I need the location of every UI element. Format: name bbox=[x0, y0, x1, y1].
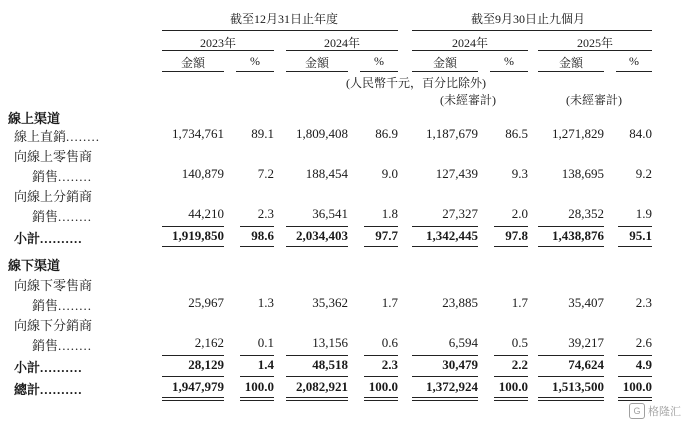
amount-cell: 140,879 bbox=[181, 166, 224, 181]
amount-header-2: 金額 bbox=[304, 56, 329, 70]
subtotal-rule bbox=[162, 355, 224, 356]
percent-cell: 0.5 bbox=[511, 335, 528, 350]
row-label bbox=[32, 206, 92, 225]
row-label-text: 向線上零售商 bbox=[14, 149, 93, 164]
amount-cell: 188,454 bbox=[305, 166, 348, 181]
row-label-text: 向線下分銷商 bbox=[14, 318, 93, 333]
amount-cell: 1,513,500 bbox=[552, 379, 604, 394]
period-9m-header: 截至9月30日止九個月 bbox=[471, 12, 586, 26]
row-leader-dots: ........ bbox=[66, 129, 101, 144]
row-label bbox=[32, 166, 92, 185]
row-leader-dots: .......... bbox=[40, 360, 83, 375]
pct-header-2: % bbox=[374, 54, 384, 68]
subtotal-rule bbox=[412, 355, 478, 356]
percent-cell: 2.3 bbox=[257, 206, 274, 221]
row-label-text: 線上直銷 bbox=[14, 129, 67, 144]
amount-cell: 2,034,403 bbox=[296, 228, 348, 243]
subtotal-rule bbox=[162, 226, 224, 227]
row-label bbox=[14, 228, 83, 247]
percent-cell: 1.8 bbox=[381, 206, 398, 221]
row-label bbox=[32, 295, 92, 314]
percent-cell: 9.3 bbox=[511, 166, 528, 181]
percent-cell: 9.2 bbox=[635, 166, 652, 181]
subhdr-underline-1 bbox=[162, 71, 224, 72]
amount-cell: 35,362 bbox=[312, 295, 348, 310]
percent-cell: 2.6 bbox=[635, 335, 652, 350]
subtotal-rule bbox=[412, 376, 478, 377]
subtotal-rule bbox=[240, 226, 274, 227]
total-rule bbox=[240, 397, 274, 398]
year-underline-1 bbox=[162, 50, 274, 51]
amount-cell: 1,271,829 bbox=[552, 126, 604, 141]
unaudited-note-2: (未經審計) bbox=[566, 93, 622, 107]
percent-cell: 1.3 bbox=[257, 295, 274, 310]
subtotal-rule bbox=[240, 376, 274, 377]
percent-cell: 1.9 bbox=[635, 206, 652, 221]
percent-cell: 86.9 bbox=[375, 126, 398, 141]
total-rule bbox=[538, 397, 604, 398]
amount-cell: 1,919,850 bbox=[172, 228, 224, 243]
row-leader-dots: ........ bbox=[58, 298, 93, 313]
amount-cell: 1,809,408 bbox=[296, 126, 348, 141]
row-label-text: 小計 bbox=[14, 231, 41, 246]
subtotal-rule bbox=[538, 226, 604, 227]
total-rule bbox=[412, 397, 478, 398]
period-year-underline bbox=[162, 30, 398, 31]
amount-cell: 28,352 bbox=[568, 206, 604, 221]
percent-cell: 4.9 bbox=[635, 357, 652, 372]
amount-header-4: 金額 bbox=[558, 56, 583, 70]
row-label-text: 小計 bbox=[14, 360, 41, 375]
row-leader-dots: .......... bbox=[40, 382, 83, 397]
row-label-text: 向線上分銷商 bbox=[14, 189, 93, 204]
amount-cell: 13,156 bbox=[312, 335, 348, 350]
row-label bbox=[32, 335, 92, 354]
subtotal-rule bbox=[412, 226, 478, 227]
total-rule bbox=[412, 400, 478, 401]
subtotal-rule bbox=[618, 355, 652, 356]
subtotal-rule bbox=[538, 376, 604, 377]
percent-cell: 97.8 bbox=[505, 228, 528, 243]
row-label-text: 銷售 bbox=[32, 298, 59, 313]
amount-cell: 138,695 bbox=[561, 166, 604, 181]
subtotal-rule bbox=[412, 246, 478, 247]
subtotal-rule bbox=[494, 226, 528, 227]
amount-cell: 27,327 bbox=[442, 206, 478, 221]
subtotal-rule bbox=[364, 226, 398, 227]
amount-cell: 1,372,924 bbox=[426, 379, 478, 394]
percent-cell: 2.3 bbox=[635, 295, 652, 310]
subtotal-rule bbox=[538, 355, 604, 356]
amount-cell: 1,342,445 bbox=[426, 228, 478, 243]
subtotal-rule bbox=[286, 246, 348, 247]
total-rule bbox=[538, 400, 604, 401]
section-offline: 線下渠道 bbox=[8, 258, 61, 273]
amount-cell: 39,217 bbox=[568, 335, 604, 350]
subhdr-underline-6 bbox=[490, 71, 528, 72]
subtotal-rule bbox=[494, 355, 528, 356]
amount-header-3: 金額 bbox=[432, 56, 457, 70]
row-label-text: 向線下零售商 bbox=[14, 278, 93, 293]
percent-cell: 0.6 bbox=[381, 335, 398, 350]
total-rule bbox=[162, 400, 224, 401]
watermark-text: 格隆汇 bbox=[648, 406, 681, 418]
subtotal-rule bbox=[240, 246, 274, 247]
percent-cell: 97.7 bbox=[375, 228, 398, 243]
row-leader-dots: ........ bbox=[58, 169, 93, 184]
amount-cell: 23,885 bbox=[442, 295, 478, 310]
pct-header-4: % bbox=[629, 54, 639, 68]
pct-header-1: % bbox=[250, 54, 260, 68]
row-label bbox=[14, 146, 92, 165]
subtotal-rule bbox=[494, 376, 528, 377]
percent-cell: 0.1 bbox=[257, 335, 274, 350]
subhdr-underline-5 bbox=[412, 71, 478, 72]
amount-cell: 36,541 bbox=[312, 206, 348, 221]
year-underline-3 bbox=[412, 50, 528, 51]
total-rule bbox=[618, 397, 652, 398]
row-label bbox=[14, 315, 92, 334]
amount-cell: 6,594 bbox=[448, 335, 478, 350]
amount-cell: 35,407 bbox=[568, 295, 604, 310]
percent-cell: 1.7 bbox=[381, 295, 398, 310]
amount-cell: 1,947,979 bbox=[172, 379, 224, 394]
subtotal-rule bbox=[364, 376, 398, 377]
total-rule bbox=[364, 397, 398, 398]
amount-cell: 2,162 bbox=[194, 335, 224, 350]
amount-cell: 1,438,876 bbox=[552, 228, 604, 243]
percent-cell: 1.7 bbox=[511, 295, 528, 310]
watermark-logo-icon: G bbox=[629, 403, 645, 419]
row-label-text: 銷售 bbox=[32, 169, 59, 184]
subtotal-rule bbox=[364, 355, 398, 356]
section-online: 線上渠道 bbox=[8, 111, 61, 126]
percent-cell: 2.3 bbox=[381, 357, 398, 372]
subhdr-underline-4 bbox=[360, 71, 398, 72]
row-label bbox=[14, 357, 83, 376]
subhdr-underline-2 bbox=[236, 71, 274, 72]
subtotal-rule bbox=[286, 376, 348, 377]
percent-cell: 100.0 bbox=[498, 379, 528, 394]
percent-cell: 100.0 bbox=[368, 379, 398, 394]
row-label bbox=[14, 379, 83, 398]
amount-cell: 1,734,761 bbox=[172, 126, 224, 141]
amount-cell: 48,518 bbox=[312, 357, 348, 372]
total-rule bbox=[286, 397, 348, 398]
amount-cell: 2,082,921 bbox=[296, 379, 348, 394]
row-label-text: 總計 bbox=[14, 382, 41, 397]
percent-cell: 100.0 bbox=[244, 379, 274, 394]
watermark bbox=[629, 403, 681, 419]
row-leader-dots: ........ bbox=[58, 209, 93, 224]
subtotal-rule bbox=[162, 376, 224, 377]
amount-cell: 28,129 bbox=[188, 357, 224, 372]
subtotal-rule bbox=[240, 355, 274, 356]
amount-cell: 74,624 bbox=[568, 357, 604, 372]
percent-cell: 9.0 bbox=[381, 166, 398, 181]
subhdr-underline-8 bbox=[616, 71, 652, 72]
subtotal-rule bbox=[538, 246, 604, 247]
unit-note: (人民幣千元，百分比除外) bbox=[346, 76, 486, 90]
year-2023: 2023年 bbox=[199, 36, 236, 50]
total-rule bbox=[494, 397, 528, 398]
subtotal-rule bbox=[286, 226, 348, 227]
subhdr-underline-3 bbox=[286, 71, 348, 72]
subtotal-rule bbox=[494, 246, 528, 247]
amount-cell: 1,187,679 bbox=[426, 126, 478, 141]
period-9m-underline bbox=[412, 30, 652, 31]
percent-cell: 2.0 bbox=[511, 206, 528, 221]
percent-cell: 95.1 bbox=[629, 228, 652, 243]
year-2024: 2024年 bbox=[323, 36, 360, 50]
row-label bbox=[14, 275, 92, 294]
year-underline-2 bbox=[286, 50, 398, 51]
total-rule bbox=[618, 400, 652, 401]
row-label-text: 銷售 bbox=[32, 338, 59, 353]
year-underline-4 bbox=[538, 50, 652, 51]
total-rule bbox=[286, 400, 348, 401]
subtotal-rule bbox=[618, 376, 652, 377]
percent-cell: 84.0 bbox=[629, 126, 652, 141]
subtotal-rule bbox=[286, 355, 348, 356]
pct-header-3: % bbox=[504, 54, 514, 68]
row-leader-dots: .......... bbox=[40, 231, 83, 246]
total-rule bbox=[364, 400, 398, 401]
subtotal-rule bbox=[618, 226, 652, 227]
year-2025-9m: 2025年 bbox=[576, 36, 613, 50]
percent-cell: 7.2 bbox=[257, 166, 274, 181]
percent-cell: 2.2 bbox=[511, 357, 528, 372]
amount-cell: 127,439 bbox=[435, 166, 478, 181]
total-rule bbox=[494, 400, 528, 401]
amount-cell: 44,210 bbox=[188, 206, 224, 221]
year-2024-9m: 2024年 bbox=[451, 36, 488, 50]
subhdr-underline-7 bbox=[538, 71, 604, 72]
percent-cell: 86.5 bbox=[505, 126, 528, 141]
subtotal-rule bbox=[162, 246, 224, 247]
percent-cell: 100.0 bbox=[622, 379, 652, 394]
amount-cell: 30,479 bbox=[442, 357, 478, 372]
total-rule bbox=[240, 400, 274, 401]
row-label-text: 銷售 bbox=[32, 209, 59, 224]
row-label bbox=[14, 126, 100, 145]
percent-cell: 1.4 bbox=[257, 357, 274, 372]
subtotal-rule bbox=[364, 246, 398, 247]
subtotal-rule bbox=[618, 246, 652, 247]
row-label bbox=[14, 186, 92, 205]
unaudited-note-1: (未經審計) bbox=[440, 93, 496, 107]
amount-cell: 25,967 bbox=[188, 295, 224, 310]
percent-cell: 98.6 bbox=[251, 228, 274, 243]
row-leader-dots: ........ bbox=[58, 338, 93, 353]
total-rule bbox=[162, 397, 224, 398]
percent-cell: 89.1 bbox=[251, 126, 274, 141]
amount-header-1: 金額 bbox=[180, 56, 205, 70]
period-year-header: 截至12月31日止年度 bbox=[230, 12, 339, 26]
